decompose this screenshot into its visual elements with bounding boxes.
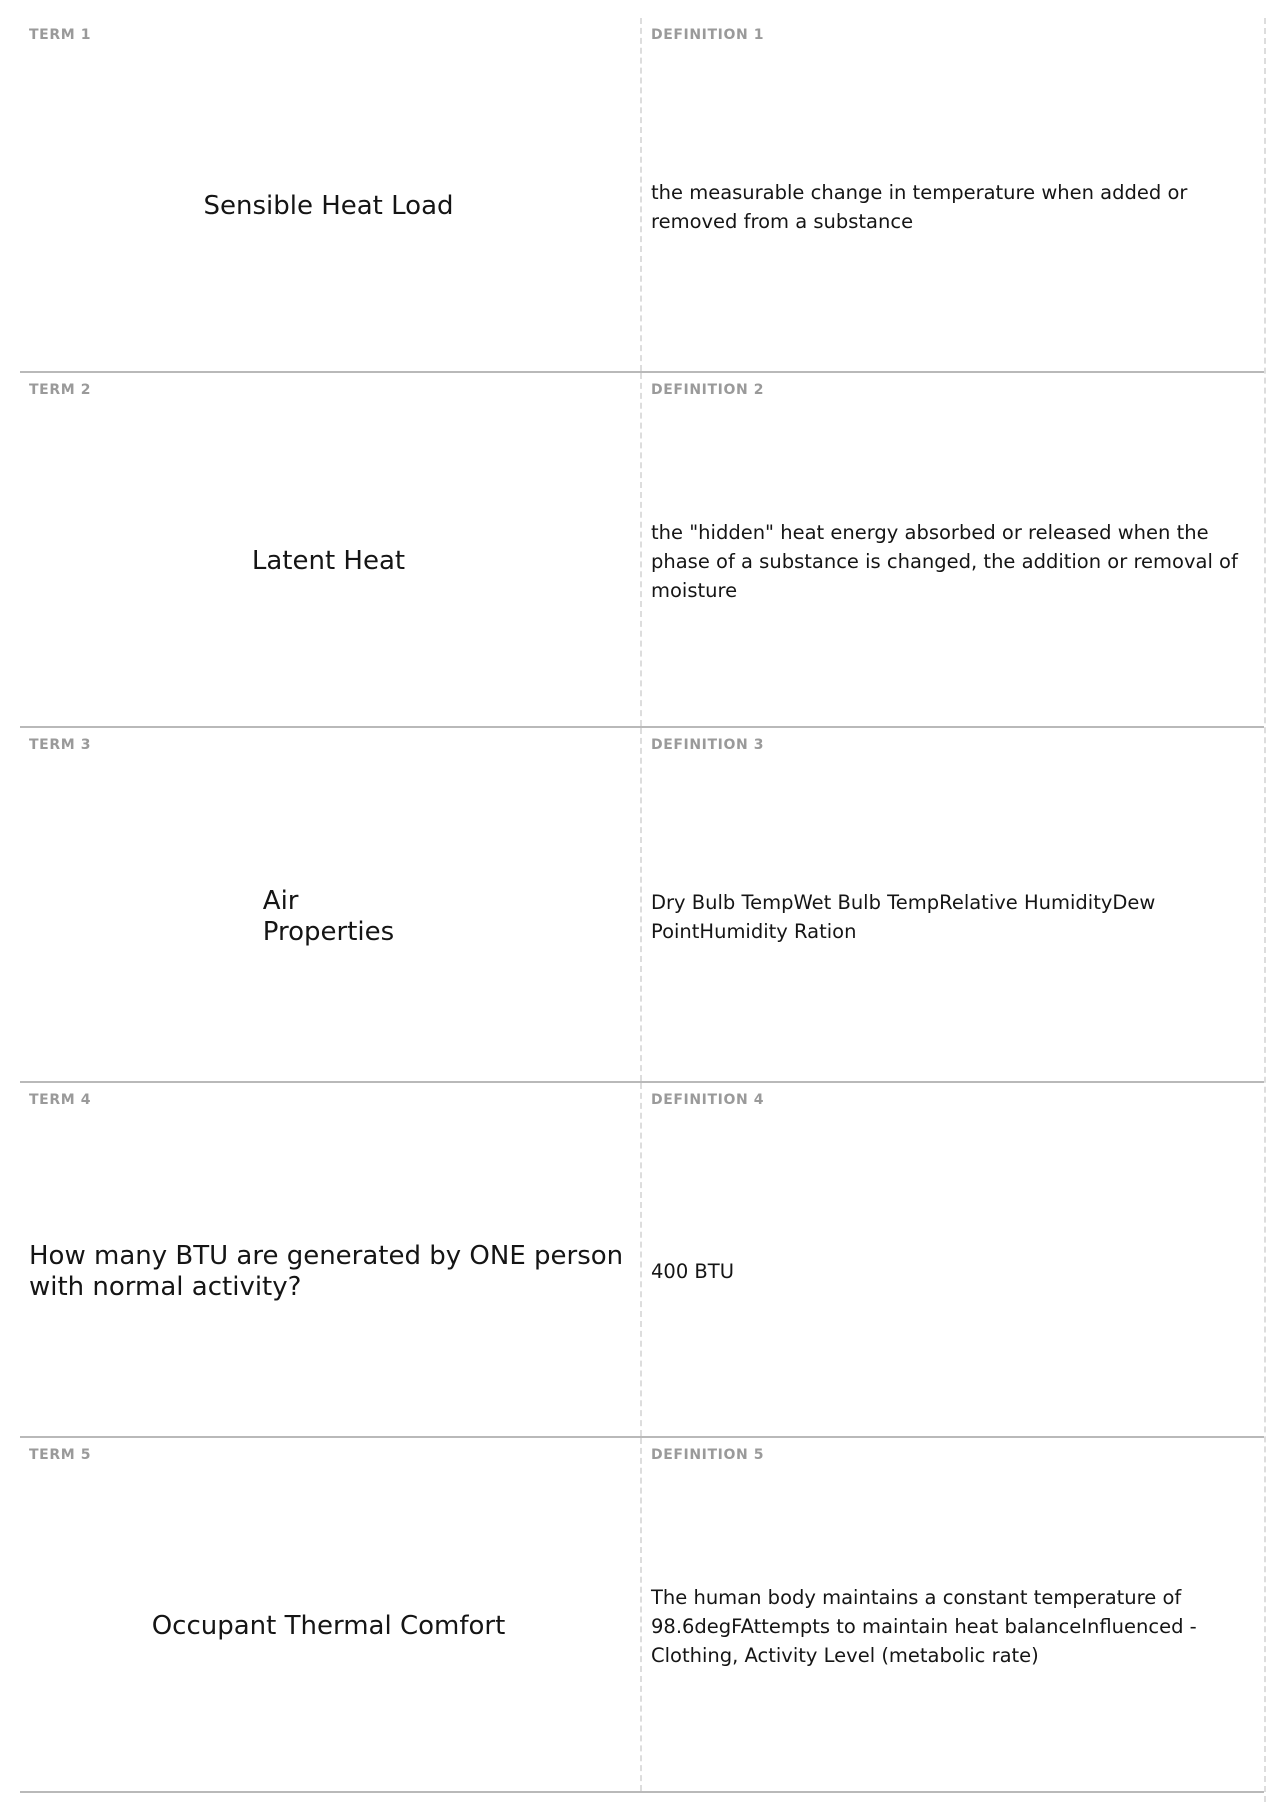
term-body <box>29 58 628 355</box>
definition-cell <box>642 1083 1264 1436</box>
term-cell <box>20 18 642 371</box>
definition-body <box>651 768 1250 1065</box>
definition-body <box>651 1478 1250 1775</box>
flashcard-row <box>20 728 1264 1083</box>
definition-cell <box>642 1438 1264 1791</box>
term-label: TERM 1 <box>29 27 92 43</box>
term-body <box>29 1123 628 1420</box>
definition-text: the measurable change in temperature when added or removed from a substance <box>651 180 1188 233</box>
definition-cell <box>642 728 1264 1081</box>
term-body <box>29 413 628 710</box>
flashcard-row <box>20 1083 1264 1438</box>
definition-label: DEFINITION 4 <box>651 1092 765 1108</box>
flashcard-row <box>20 1438 1264 1793</box>
term-label: TERM 2 <box>29 382 92 398</box>
flashcard-row <box>20 373 1264 728</box>
definition-text: The human body maintains a constant temperature of 98.6degFAttempts to maintain heat balanceInfluenced - Clothing, Activity Level (metabolic rate) <box>651 1586 1197 1667</box>
definition-text: 400 BTU <box>651 1260 734 1283</box>
flashcard-sheet <box>20 18 1266 1802</box>
term-label: TERM 5 <box>29 1447 92 1463</box>
definition-cell <box>642 373 1264 726</box>
definition-cell <box>642 18 1264 371</box>
term-text: Latent Heat <box>251 546 406 576</box>
term-label: TERM 3 <box>29 737 92 753</box>
term-text: Air Properties <box>262 885 395 947</box>
term-body <box>29 1478 628 1775</box>
term-cell <box>20 1083 642 1436</box>
term-label: TERM 4 <box>29 1092 92 1108</box>
definition-body <box>651 58 1250 355</box>
term-text: How many BTU are generated by ONE person with normal activity? <box>29 1240 624 1302</box>
definition-body <box>651 1123 1250 1420</box>
term-body <box>29 768 628 1065</box>
definition-label: DEFINITION 1 <box>651 27 765 43</box>
definition-body <box>651 413 1250 710</box>
definition-label: DEFINITION 3 <box>651 737 765 753</box>
term-cell <box>20 1438 642 1791</box>
flashcard-row <box>20 18 1264 373</box>
term-text: Occupant Thermal Comfort <box>151 1611 506 1641</box>
definition-label: DEFINITION 2 <box>651 382 765 398</box>
term-cell <box>20 373 642 726</box>
definition-text: Dry Bulb TempWet Bulb TempRelative HumidityDew PointHumidity Ration <box>651 890 1156 943</box>
term-text: Sensible Heat Load <box>203 191 454 221</box>
term-cell <box>20 728 642 1081</box>
definition-label: DEFINITION 5 <box>651 1447 765 1463</box>
definition-text: the "hidden" heat energy absorbed or released when the phase of a substance is changed, the addition or removal of moisture <box>651 521 1238 602</box>
